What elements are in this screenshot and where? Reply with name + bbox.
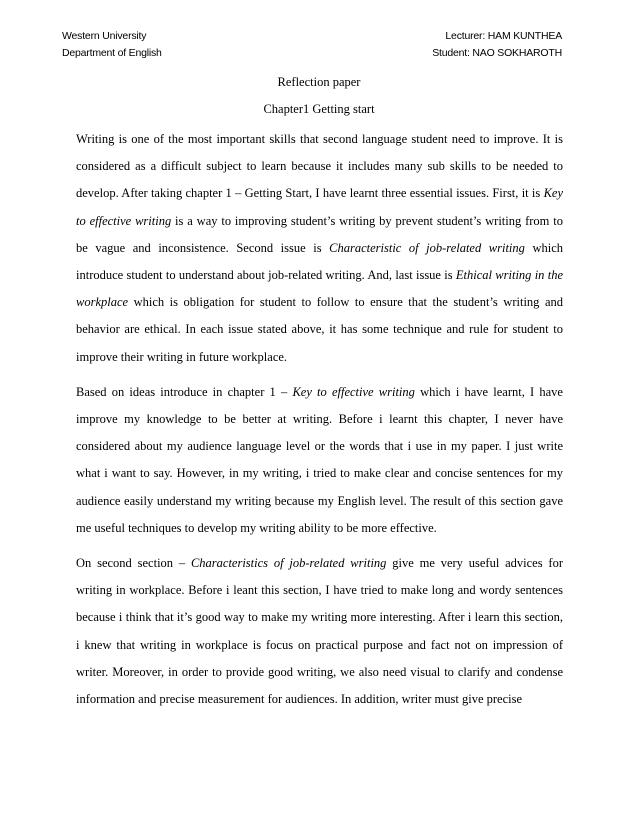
text-run: On second section – <box>76 556 191 571</box>
university-name: Western University <box>62 30 147 42</box>
text-run: is a way to improving student’s writing by prevent student’s writing from to be vague and inconsistence. Second issue is <box>76 213 563 255</box>
text-run: Based on ideas introduce in chapter 1 – <box>76 384 293 399</box>
body-paragraph <box>76 126 563 371</box>
italic-term: Characteristics of job-related writing <box>190 556 387 571</box>
text-run: Writing is one of the most important skills that second language student need to improve. It is considered as a difficult subject to learn because it includes many sub skills to be needed to develop. After taking chapter 1 – Getting Start, I have learnt three essential issues. First, it is <box>76 132 563 201</box>
document-body <box>76 126 563 721</box>
body-paragraph <box>76 550 563 713</box>
text-run: which introduce student to understand about job-related writing. And, last issue is <box>76 240 563 283</box>
text-run: which i have learnt, I have improve my knowledge to be better at writing. Before i learnt this chapter, I never have considered about my audience language level or the words that i use in my paper. I just write what i want to say. However, in my writing, i tried to make clear and concise sentences for my audience easily understand my writing because my English level. The result of this section gave me useful techniques to develop my writing ability to be more effective. <box>76 384 563 535</box>
student-line: Student: NAO SOKHAROTH <box>432 47 562 59</box>
page-title: Reflection paper <box>277 75 361 89</box>
italic-term: Key to effective writing <box>292 384 415 399</box>
text-run: give me very useful advices for writing in workplace. Before i leant this section, I have tried to make long and wordy sentences because i think that it’s good way to make my writing more interesting. After i learn this section, i knew that writing in workplace is focus on practical purpose and fact not on impression of writer. Moreover, in order to provide good writing, we also need visual to clarify and condense information and precise measurement for audiences. In addition, writer must give precise <box>76 556 563 707</box>
department-name: Department of English <box>62 47 162 59</box>
italic-term: Key to effective writing <box>76 186 563 228</box>
page-subtitle: Chapter1 Getting start <box>263 102 375 116</box>
header-right <box>432 28 562 62</box>
italic-term: Characteristic of job-related writing <box>329 240 525 255</box>
lecturer-line: Lecturer: HAM KUNTHEA <box>445 30 562 42</box>
text-run: which is obligation for student to follow to ensure that the student’s writing and behavior are ethical. In each issue stated above, it has some technique and rule for student to improve their writing in future workplace. <box>76 295 563 364</box>
body-paragraph <box>76 379 563 542</box>
header-left <box>62 28 162 62</box>
italic-term: Ethical writing in the workplace <box>76 268 564 310</box>
